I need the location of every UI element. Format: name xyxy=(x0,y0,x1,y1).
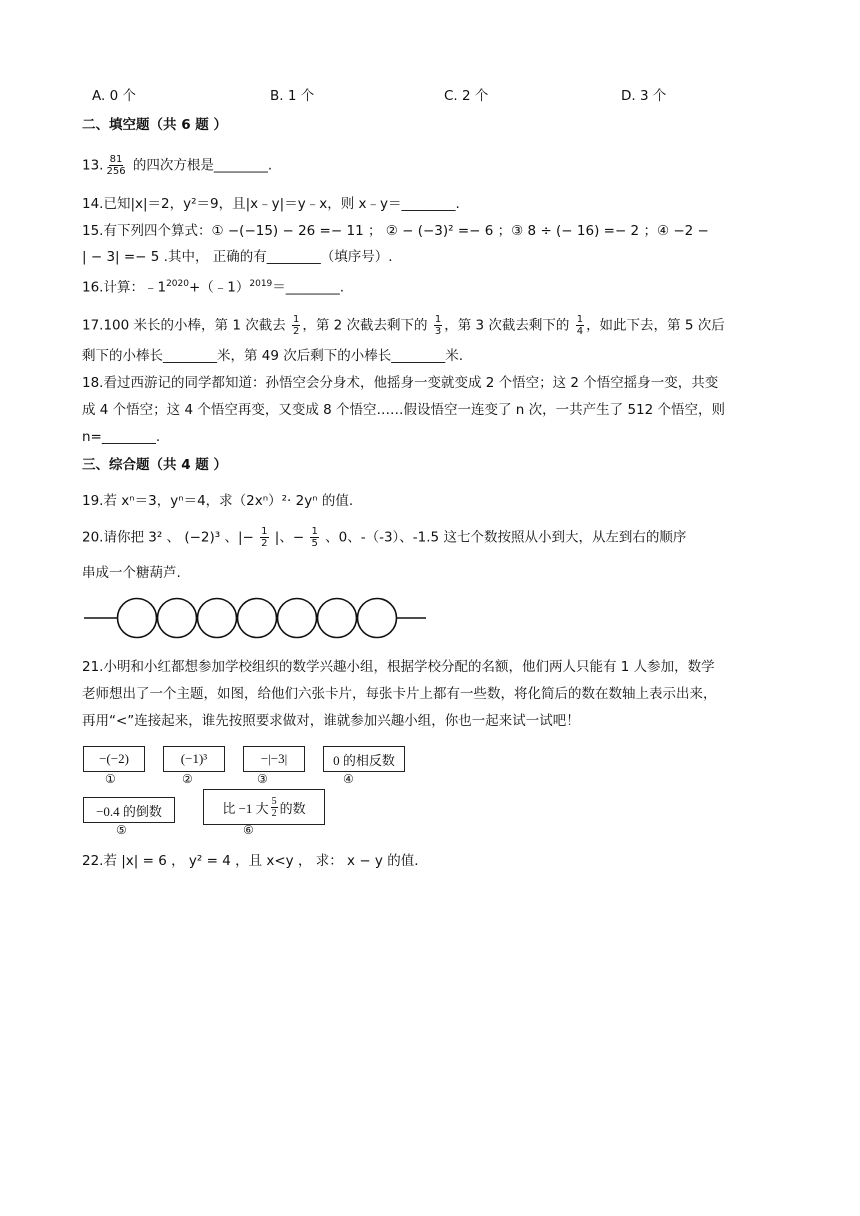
q17-part-1: 17.100 米长的小棒，第 1 次截去 xyxy=(82,317,290,334)
question-21-line-1: 21.小明和小红都想参加学校组织的数学兴趣小组，根据学校分配的名额，他们两人只能有 1 人参加，数学 xyxy=(82,659,715,675)
card-1-label: ① xyxy=(105,772,116,786)
card-3-label: ③ xyxy=(257,772,268,786)
q13-denominator: 256 xyxy=(106,166,126,177)
question-21-line-3: 再用“<”连接起来，谁先按照要求做对，谁就参加兴趣小组，你也一起来试一试吧！ xyxy=(82,713,580,729)
q13-numerator: 81 xyxy=(109,154,123,165)
question-20-line-2: 串成一个糖葫芦. xyxy=(82,565,181,581)
question-16 xyxy=(82,274,344,298)
question-17-line-1 xyxy=(82,314,725,337)
q16-exponent-1: 2020 xyxy=(166,279,189,289)
haw-circle-7 xyxy=(358,599,397,638)
card-6-numerator: 5 xyxy=(271,795,277,807)
question-18-line-3: n=________. xyxy=(82,429,161,445)
q17-fraction-3 xyxy=(576,314,584,337)
q20-f2-denominator: 5 xyxy=(311,538,318,549)
card-4: 0 的相反数 xyxy=(323,746,405,772)
q20-f1-numerator: 1 xyxy=(261,526,268,537)
option-b: B. 1 个 xyxy=(270,88,315,104)
question-18-line-1: 18.看过西游记的同学都知道：孙悟空会分身术，他摇身一变就变成 2 个悟空；这 2 个悟空摇身一变，共变 xyxy=(82,375,719,391)
haw-circle-1 xyxy=(118,599,157,638)
card-5: −0.4 的倒数 xyxy=(83,797,175,823)
q17-f1-denominator: 2 xyxy=(293,326,300,337)
q13-prefix: 13. xyxy=(82,157,104,174)
q17-f3-numerator: 1 xyxy=(576,314,584,325)
q13-fraction xyxy=(105,154,126,177)
haw-circle-4 xyxy=(238,599,277,638)
q16-suffix: ＝________. xyxy=(272,279,345,296)
question-15-line-2: | − 3| =− 5 .其中， 正确的有________（填序号）. xyxy=(82,249,393,265)
q17-f1-numerator: 1 xyxy=(293,314,300,325)
card-2-label: ② xyxy=(182,772,193,786)
q20-fraction-2 xyxy=(310,526,318,549)
card-6-text-a: 比 −1 大 xyxy=(222,800,269,816)
card-6-text-b: 的数 xyxy=(279,800,306,816)
option-d: D. 3 个 xyxy=(621,88,667,104)
haw-circle-3 xyxy=(198,599,237,638)
q17-fraction-1 xyxy=(292,314,300,337)
q17-f2-denominator: 3 xyxy=(434,326,442,337)
option-a: A. 0 个 xyxy=(92,88,136,104)
q17-f3-denominator: 4 xyxy=(576,326,584,337)
q16-mid: +（﹣1） xyxy=(188,279,250,296)
haw-circle-6 xyxy=(318,599,357,638)
card-4-label: ④ xyxy=(343,772,354,786)
q17-part-3: ，第 3 次截去剩下的 xyxy=(444,317,574,334)
question-14: 14.已知|x|＝2，y²＝9，且|x﹣y|＝y﹣x，则 x﹣y＝________. xyxy=(82,196,460,212)
section-2-title: 二、填空题（共 6 题 ） xyxy=(82,117,227,133)
q20-f2-numerator: 1 xyxy=(311,526,318,537)
question-17-line-2: 剩下的小棒长________米，第 49 次后剩下的小棒长________米. xyxy=(82,348,464,364)
q17-fraction-2 xyxy=(434,314,442,337)
option-c: C. 2 个 xyxy=(444,88,489,104)
q20-f1-denominator: 2 xyxy=(261,538,268,549)
q17-part-4: ，如此下去，第 5 次后 xyxy=(586,317,725,334)
card-1: −(−2) xyxy=(83,746,145,772)
q20-part-2: |、− xyxy=(270,529,309,546)
q20-fraction-1 xyxy=(260,526,268,549)
question-21-line-2: 老师想出了一个主题，如图，给他们六张卡片，每张卡片上都有一些数，将化简后的数在数轴上表示出来， xyxy=(82,686,717,702)
q20-part-3: 、0、-（-3）、-1.5 这七个数按照从小到大，从左到右的顺序 xyxy=(320,529,687,546)
haw-circle-5 xyxy=(278,599,317,638)
question-19: 19.若 xⁿ＝3，yⁿ＝4，求（2xⁿ）²· 2yⁿ 的值. xyxy=(82,493,354,509)
card-6-label: ⑥ xyxy=(243,823,254,837)
card-2: (−1)³ xyxy=(163,746,225,772)
card-6-fraction xyxy=(271,796,278,819)
section-3-title: 三、综合题（共 4 题 ） xyxy=(82,457,227,473)
question-18-line-2: 成 4 个悟空；这 4 个悟空再变，又变成 8 个悟空……假设悟空一连变了 n 次，一共产生了 512 个悟空，则 xyxy=(82,402,726,418)
q13-text: 的四次方根是________. xyxy=(128,157,273,174)
question-13 xyxy=(82,154,272,177)
question-20-line-1 xyxy=(82,526,686,549)
q17-f2-numerator: 1 xyxy=(434,314,442,325)
question-22: 22.若 |x| = 6 ， y² = 4 ，且 x<y ， 求： x − y 的值. xyxy=(82,853,419,869)
card-3: −|−3| xyxy=(243,746,305,772)
q16-prefix: 16.计算：﹣1 xyxy=(82,279,167,296)
q16-exponent-2: 2019 xyxy=(249,279,273,289)
card-6 xyxy=(203,789,325,825)
card-5-label: ⑤ xyxy=(116,823,127,837)
haw-circle-2 xyxy=(158,599,197,638)
q20-part-1: 20.请你把 3² 、 (−2)³ 、|− xyxy=(82,529,259,546)
candied-haws-figure xyxy=(84,596,426,642)
question-15-line-1: 15.有下列四个算式：① −(−15) − 26 =− 11 ； ② − (−3)² =− 6 ；③ 8 ÷ (− 16) =− 2 ；④ −2 − xyxy=(82,223,709,239)
q17-part-2: ，第 2 次截去剩下的 xyxy=(302,317,432,334)
card-6-denominator: 2 xyxy=(271,807,277,819)
